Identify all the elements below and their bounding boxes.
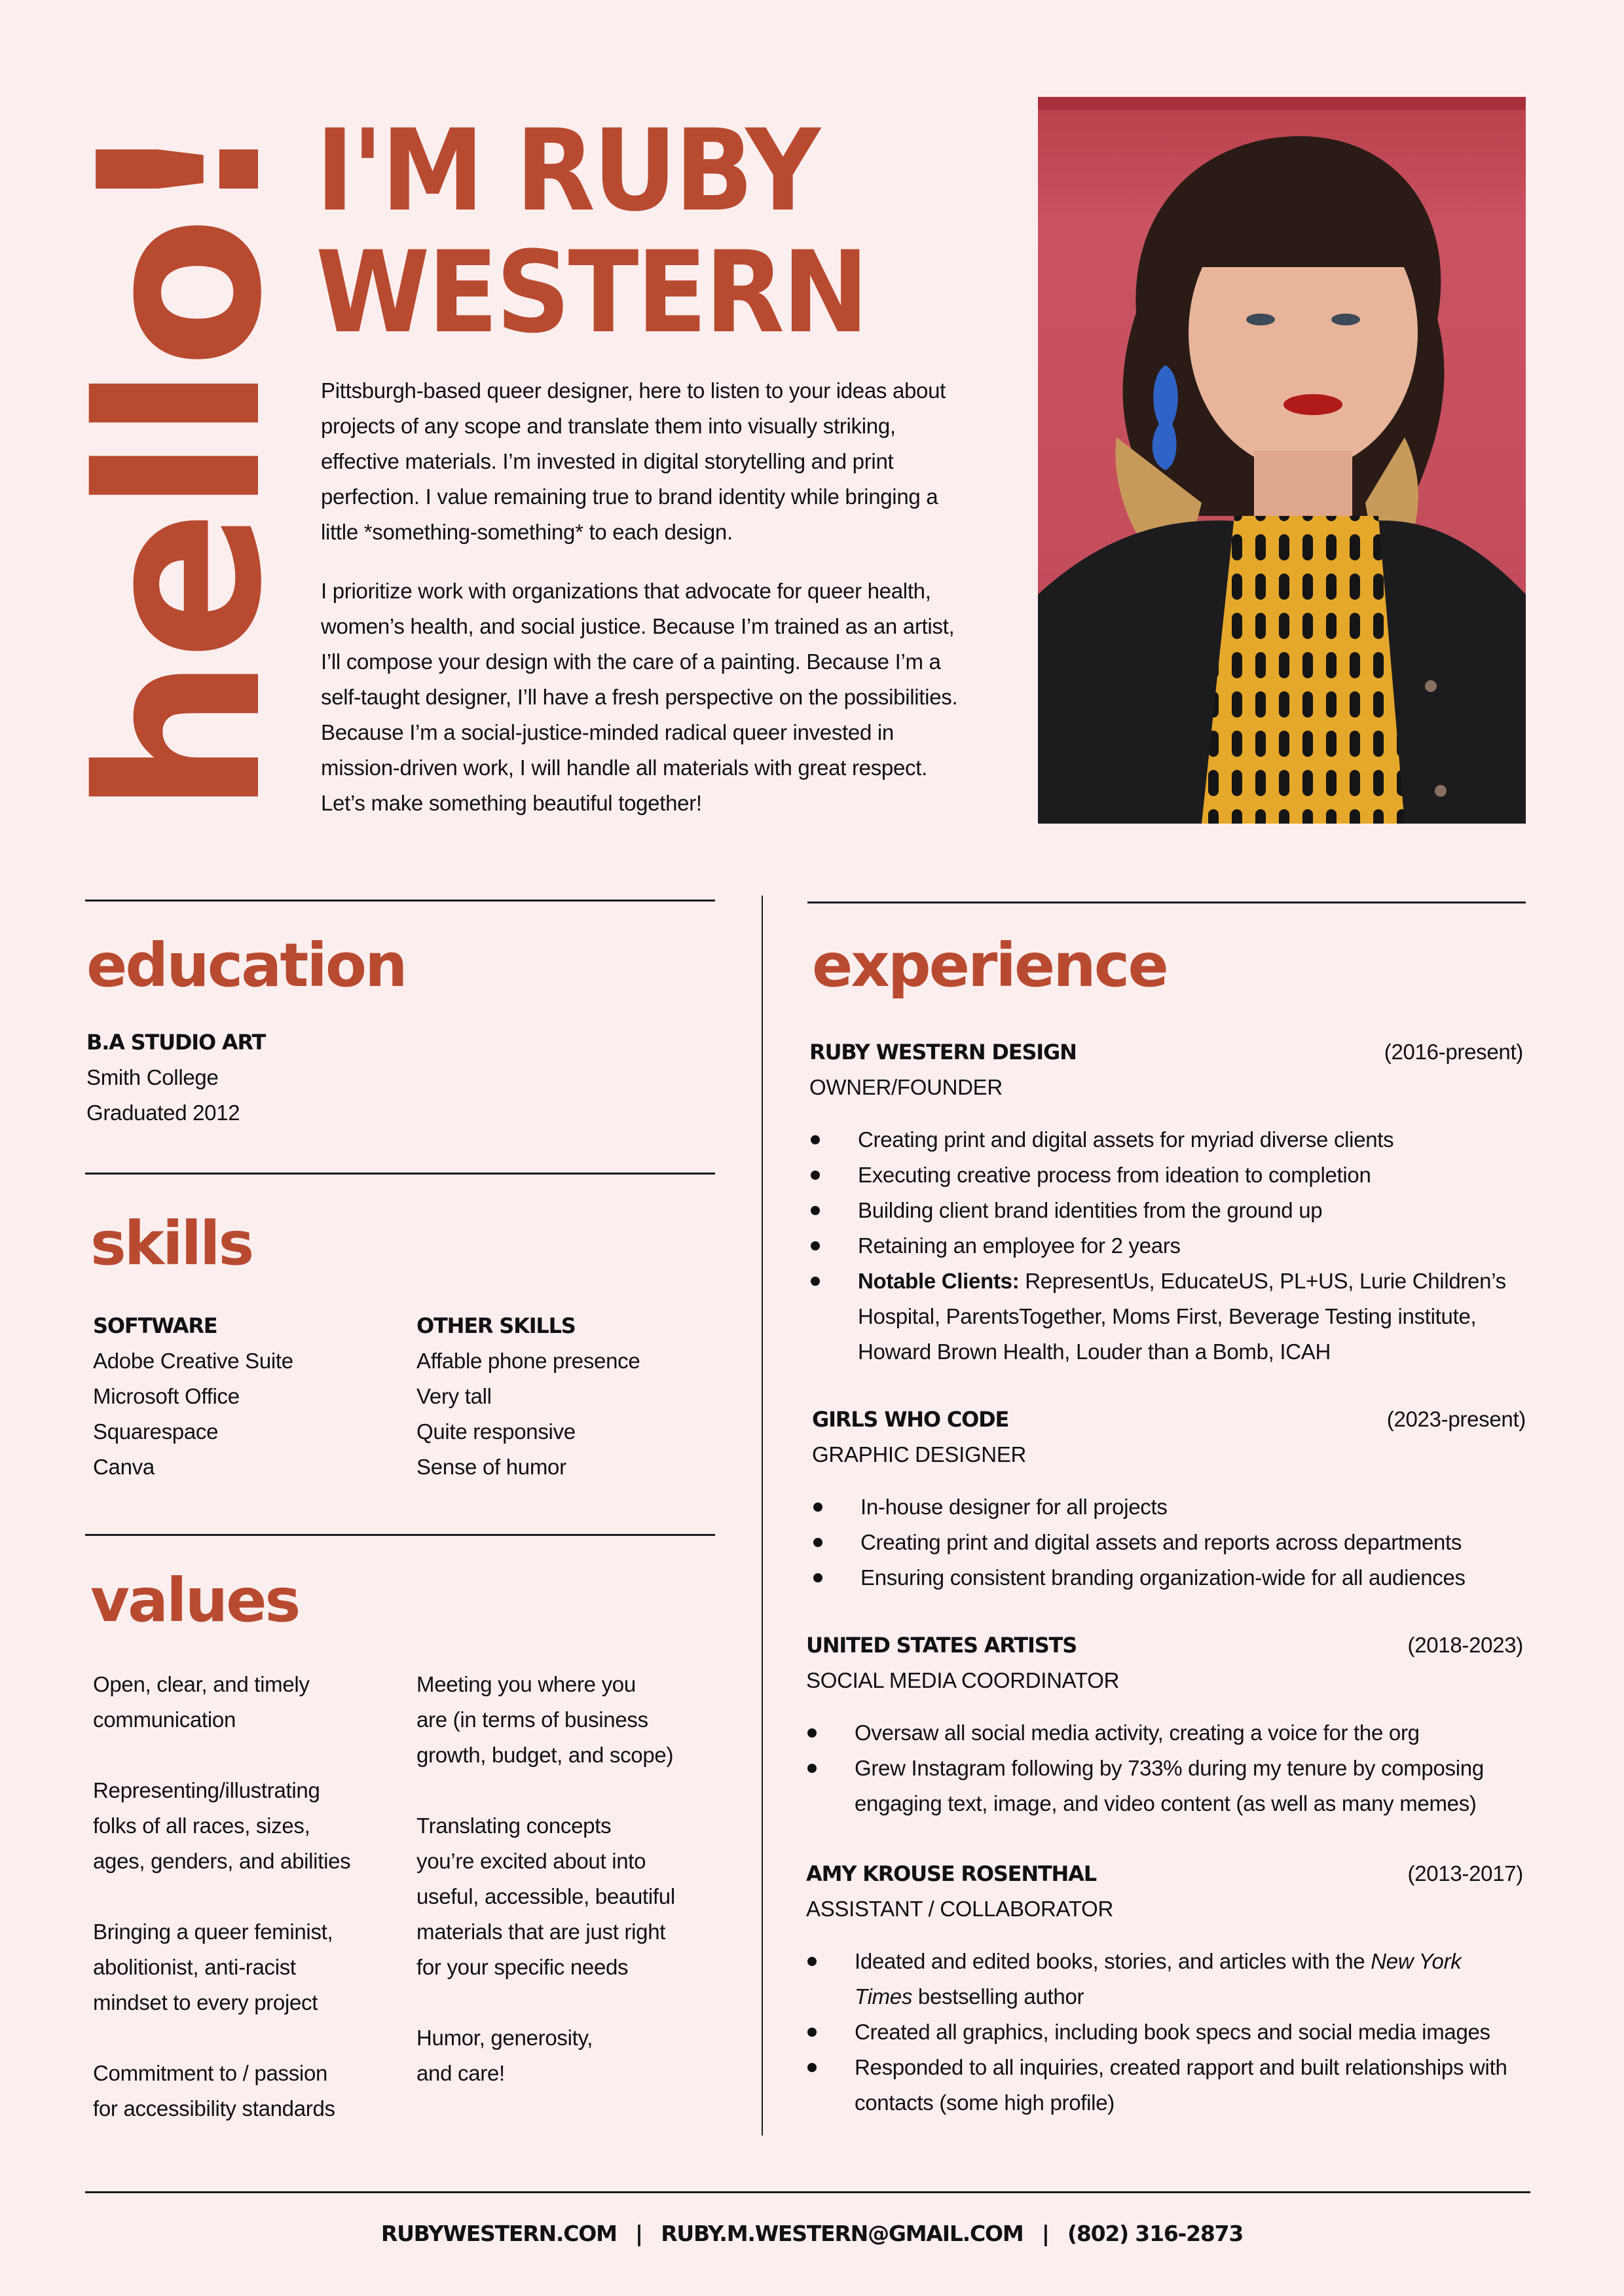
values-right-column <box>416 1667 718 2126</box>
divider-education-top <box>85 900 715 902</box>
bullet-icon <box>811 1206 820 1215</box>
job-dates: (2016-present) <box>1384 1040 1523 1064</box>
value-item: Humor, generosity, and care! <box>416 2026 593 2085</box>
skill-item: Canva <box>93 1455 155 1479</box>
job-bullet: Retaining an employee for 2 years <box>809 1228 1523 1264</box>
skill-item: Very tall <box>416 1384 492 1408</box>
job-company: UNITED STATES ARTISTS <box>806 1633 1077 1658</box>
job-company: RUBY WESTERN DESIGN <box>809 1040 1077 1065</box>
skill-item: Sense of humor <box>416 1455 566 1479</box>
skill-item: Squarespace <box>93 1419 219 1444</box>
job-role: ASSISTANT / COLLABORATOR <box>806 1897 1113 1921</box>
job-bullet: Creating print and digital assets for myriad diverse clients <box>809 1122 1523 1157</box>
skill-item: Affable phone presence <box>416 1349 640 1373</box>
job-dates: (2018-2023) <box>1407 1633 1523 1657</box>
headline-line-2: WESTERN <box>316 227 867 358</box>
job-bullet: Oversaw all social media activity, creating a voice for the org <box>806 1715 1523 1751</box>
skill-item: Microsoft Office <box>93 1384 240 1408</box>
divider-skills-top <box>85 1173 715 1175</box>
skills-heading: skills <box>90 1209 253 1279</box>
contact-footer <box>0 2221 1624 2246</box>
other-skills-heading: OTHER SKILLS <box>416 1313 576 1338</box>
name-headline <box>316 105 867 358</box>
bullet-icon <box>811 1171 820 1180</box>
intro-paragraph-1: Pittsburgh-based queer designer, here to listen to your ideas about projects of any scope and translate them into visually striking, effective materials. I’m invested in digital storytelling and print perfection. I value remaining true to brand identity while bringing a little *something-something* to each design. <box>321 378 946 544</box>
job-company: AMY KROUSE ROSENTHAL <box>806 1861 1096 1886</box>
portrait-photo <box>1038 97 1526 824</box>
value-item: Meeting you where you are (in terms of business growth, budget, and scope) <box>416 1672 674 1767</box>
job-united-states-artists <box>806 1628 1523 1821</box>
value-item: Representing/illustrating folks of all races, sizes, ages, genders, and abilities <box>93 1778 351 1873</box>
values-heading: values <box>90 1565 299 1635</box>
bullet-icon <box>807 1728 817 1738</box>
job-amy-krouse-rosenthal <box>806 1856 1523 2121</box>
divider-experience-top <box>807 902 1526 903</box>
phone-link[interactable]: (802) 316-2873 <box>1067 2221 1244 2246</box>
divider-values-top <box>85 1534 715 1536</box>
intro-paragraph-2: I prioritize work with organizations that advocate for queer health, women’s health, and social justice. Because I’m trained as an artist, I’ll compose your design with the care of a painting. Because I’m a self-taught designer, I’ll have a fresh perspective on the possibilities. Because I’m a social-justice-minded radical queer invested in mission-driven work, I will handle all materials with great respect. Let’s make something beautiful together! <box>321 579 958 815</box>
job-dates: (2023-present) <box>1386 1407 1526 1431</box>
job-bullet: Ideated and edited books, stories, and articles with the New York Times bestselling author <box>806 1944 1523 2014</box>
job-bullet: In-house designer for all projects <box>812 1489 1526 1525</box>
value-item: Commitment to / passion for accessibility standards <box>93 2061 335 2121</box>
skill-item: Adobe Creative Suite <box>93 1349 293 1373</box>
bullet-icon <box>813 1503 822 1512</box>
job-bullet: Ensuring consistent branding organization-wide for all audiences <box>812 1560 1526 1595</box>
bullet-icon <box>811 1135 820 1144</box>
job-girls-who-code <box>812 1402 1526 1595</box>
bullet-icon <box>807 2028 817 2037</box>
value-item: Open, clear, and timely communication <box>93 1672 310 1732</box>
job-ruby-western-design <box>809 1034 1523 1370</box>
job-bullet-notable-clients: Notable Clients: RepresentUs, EducateUS, PL+US, Lurie Children’s Hospital, ParentsTogether, Moms First, Beverage Testing institute, Howard Brown Health, Louder than a Bomb, ICAH <box>809 1264 1523 1370</box>
job-bullets <box>806 1715 1523 1821</box>
footer-separator: | <box>1041 2221 1049 2246</box>
job-company: GIRLS WHO CODE <box>812 1407 1009 1432</box>
job-bullet: Building client brand identities from the ground up <box>809 1193 1523 1228</box>
bullet-icon <box>807 1957 817 1966</box>
skill-item: Quite responsive <box>416 1419 576 1444</box>
bullet-icon <box>811 1241 820 1250</box>
job-role: OWNER/FOUNDER <box>809 1075 1003 1099</box>
education-heading: education <box>86 930 406 1000</box>
hello-vertical-heading: hello! <box>52 122 311 815</box>
school: Smith College <box>86 1065 219 1089</box>
column-divider <box>762 896 763 2136</box>
website-link[interactable]: RUBYWESTERN.COM <box>380 2221 617 2246</box>
experience-heading: experience <box>812 930 1167 1000</box>
software-heading: SOFTWARE <box>93 1313 217 1338</box>
job-bullets <box>809 1122 1523 1370</box>
headline-line-1: I'M RUBY <box>316 105 819 236</box>
intro-text <box>321 373 976 821</box>
footer-separator: | <box>635 2221 642 2246</box>
job-bullets <box>806 1944 1523 2121</box>
divider-footer <box>85 2191 1530 2193</box>
bullet-icon <box>807 2063 817 2072</box>
graduation-year: Graduated 2012 <box>86 1101 240 1125</box>
skills-software-column <box>93 1308 293 1485</box>
bullet-icon <box>813 1573 822 1582</box>
job-bullet: Executing creative process from ideation to completion <box>809 1157 1523 1193</box>
email-link[interactable]: RUBY.M.WESTERN@GMAIL.COM <box>661 2221 1024 2246</box>
bullet-icon <box>813 1538 822 1547</box>
education-block <box>86 1025 265 1131</box>
value-item: Translating concepts you’re excited about into useful, accessible, beautiful materials that are just right for your specific needs <box>416 1813 675 1979</box>
job-bullet: Responded to all inquiries, created rapport and built relationships with contacts (some high profile) <box>806 2050 1523 2121</box>
value-item: Bringing a queer feminist, abolitionist, anti-racist mindset to every project <box>93 1920 333 2014</box>
bullet-icon <box>807 1764 817 1773</box>
job-role: GRAPHIC DESIGNER <box>812 1442 1027 1467</box>
skills-other-column <box>416 1308 640 1485</box>
job-bullets <box>812 1489 1526 1595</box>
job-bullet: Grew Instagram following by 733% during my tenure by composing engaging text, image, and video content (as well as many memes) <box>806 1751 1523 1821</box>
job-bullet: Created all graphics, including book specs and social media images <box>806 2014 1523 2050</box>
job-dates: (2013-2017) <box>1407 1861 1523 1886</box>
portrait-illustration <box>1038 97 1526 824</box>
degree: B.A STUDIO ART <box>86 1030 266 1055</box>
bullet-icon <box>811 1277 820 1286</box>
job-bullet: Creating print and digital assets and reports across departments <box>812 1525 1526 1560</box>
values-left-column <box>93 1667 394 2162</box>
job-role: SOCIAL MEDIA COORDINATOR <box>806 1668 1120 1692</box>
